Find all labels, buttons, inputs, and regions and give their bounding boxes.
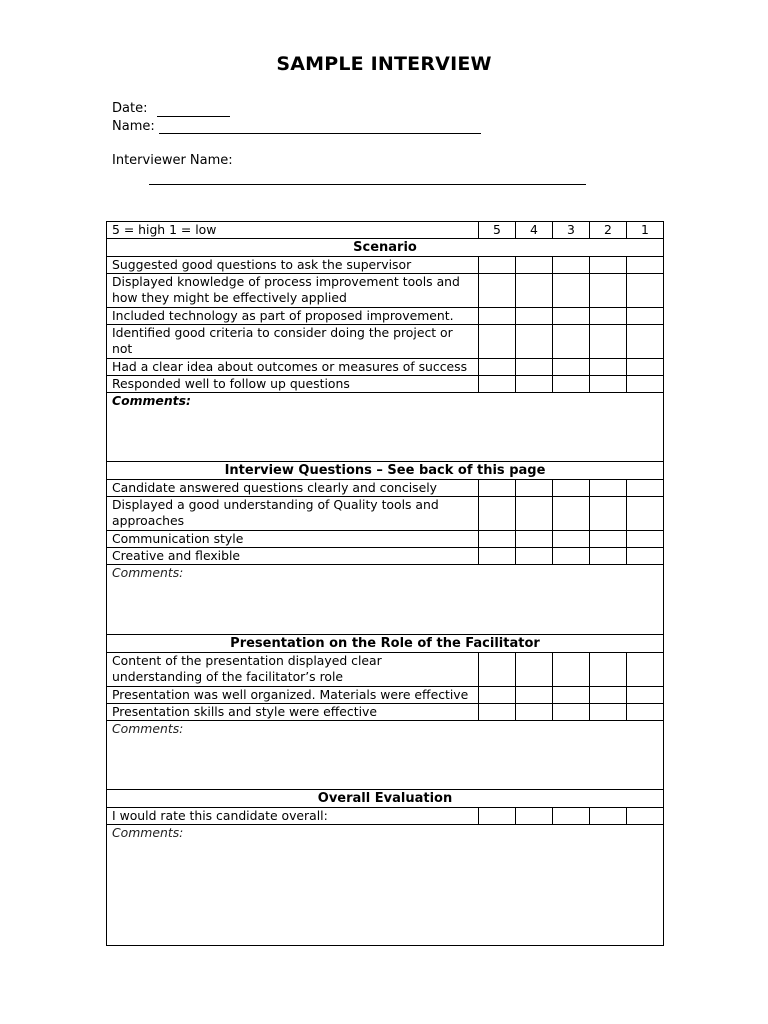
score-box-5[interactable] [479, 274, 516, 308]
interviewer-blank-line[interactable] [149, 184, 586, 185]
score-box-5[interactable] [479, 480, 516, 497]
section-heading-overall-evaluation: Overall Evaluation [107, 790, 664, 808]
section-heading-presentation: Presentation on the Role of the Facilitator [107, 635, 664, 653]
score-box-1[interactable] [627, 274, 664, 308]
table-row [107, 687, 664, 704]
score-box-4[interactable] [516, 653, 553, 687]
score-header-4: 4 [516, 222, 553, 239]
score-box-2[interactable] [590, 687, 627, 704]
score-box-4[interactable] [516, 531, 553, 548]
criterion-label: Content of the presentation displayed clear understanding of the facilitator’s role [107, 653, 479, 687]
criterion-label: Creative and flexible [107, 548, 479, 565]
score-header-1: 1 [627, 222, 664, 239]
score-box-4[interactable] [516, 808, 553, 825]
criterion-label: Had a clear idea about outcomes or measures of success [107, 359, 479, 376]
score-box-1[interactable] [627, 480, 664, 497]
comments-label: Comments: [112, 721, 184, 736]
score-box-2[interactable] [590, 359, 627, 376]
comments-row [107, 825, 664, 946]
score-box-3[interactable] [553, 531, 590, 548]
score-header-3: 3 [553, 222, 590, 239]
score-box-4[interactable] [516, 687, 553, 704]
score-box-2[interactable] [590, 257, 627, 274]
comments-row [107, 393, 664, 462]
score-box-4[interactable] [516, 497, 553, 531]
score-box-1[interactable] [627, 704, 664, 721]
table-row [107, 653, 664, 687]
score-box-3[interactable] [553, 376, 590, 393]
score-box-1[interactable] [627, 308, 664, 325]
score-box-3[interactable] [553, 359, 590, 376]
table-row [107, 704, 664, 721]
score-box-5[interactable] [479, 308, 516, 325]
score-box-4[interactable] [516, 548, 553, 565]
section-heading-scenario: Scenario [107, 239, 664, 257]
score-box-5[interactable] [479, 704, 516, 721]
score-box-1[interactable] [627, 325, 664, 359]
table-row [107, 376, 664, 393]
score-box-1[interactable] [627, 531, 664, 548]
score-box-1[interactable] [627, 548, 664, 565]
table-row [107, 359, 664, 376]
score-box-5[interactable] [479, 376, 516, 393]
score-box-1[interactable] [627, 808, 664, 825]
criterion-label: Responded well to follow up questions [107, 376, 479, 393]
comments-row [107, 565, 664, 635]
score-box-1[interactable] [627, 376, 664, 393]
section-heading-row [107, 239, 664, 257]
criterion-label: Communication style [107, 531, 479, 548]
score-box-3[interactable] [553, 808, 590, 825]
score-box-3[interactable] [553, 257, 590, 274]
table-row [107, 808, 664, 825]
comments-box-interview-questions[interactable] [107, 565, 664, 635]
score-box-2[interactable] [590, 480, 627, 497]
score-box-2[interactable] [590, 653, 627, 687]
score-box-3[interactable] [553, 274, 590, 308]
evaluation-table [106, 221, 664, 946]
score-box-5[interactable] [479, 359, 516, 376]
section-heading-row [107, 790, 664, 808]
score-box-5[interactable] [479, 497, 516, 531]
score-box-1[interactable] [627, 359, 664, 376]
criterion-label: Suggested good questions to ask the supervisor [107, 257, 479, 274]
score-box-1[interactable] [627, 497, 664, 531]
table-row [107, 531, 664, 548]
score-box-2[interactable] [590, 808, 627, 825]
table-row [107, 480, 664, 497]
score-box-2[interactable] [590, 531, 627, 548]
score-box-1[interactable] [627, 257, 664, 274]
score-box-5[interactable] [479, 548, 516, 565]
section-heading-row [107, 462, 664, 480]
score-box-2[interactable] [590, 497, 627, 531]
score-box-3[interactable] [553, 653, 590, 687]
date-blank-line[interactable] [157, 116, 230, 117]
table-row [107, 274, 664, 308]
table-row [107, 548, 664, 565]
criterion-label: I would rate this candidate overall: [107, 808, 479, 825]
scale-label: 5 = high 1 = low [107, 222, 479, 239]
score-box-3[interactable] [553, 480, 590, 497]
name-label: Name: [112, 119, 155, 134]
score-box-4[interactable] [516, 274, 553, 308]
criterion-label: Presentation skills and style were effective [107, 704, 479, 721]
score-box-4[interactable] [516, 308, 553, 325]
criterion-label: Displayed knowledge of process improvement tools and how they might be effectively applied [107, 274, 479, 308]
score-box-1[interactable] [627, 687, 664, 704]
score-box-1[interactable] [627, 653, 664, 687]
score-box-5[interactable] [479, 687, 516, 704]
comments-row [107, 721, 664, 790]
score-box-3[interactable] [553, 687, 590, 704]
score-box-5[interactable] [479, 325, 516, 359]
score-box-2[interactable] [590, 548, 627, 565]
score-box-5[interactable] [479, 653, 516, 687]
criterion-label: Displayed a good understanding of Quality tools and approaches [107, 497, 479, 531]
criterion-label: Candidate answered questions clearly and concisely [107, 480, 479, 497]
table-row [107, 325, 664, 359]
score-box-3[interactable] [553, 308, 590, 325]
document-title: SAMPLE INTERVIEW [276, 53, 492, 75]
comments-label: Comments: [112, 393, 191, 408]
score-box-3[interactable] [553, 704, 590, 721]
table-row [107, 308, 664, 325]
score-box-4[interactable] [516, 480, 553, 497]
score-box-3[interactable] [553, 548, 590, 565]
section-heading-interview-questions: Interview Questions – See back of this page [107, 462, 664, 480]
criterion-label: Included technology as part of proposed improvement. [107, 308, 479, 325]
score-box-5[interactable] [479, 257, 516, 274]
comments-box-presentation[interactable] [107, 721, 664, 790]
score-box-2[interactable] [590, 704, 627, 721]
comments-box-overall[interactable] [107, 825, 664, 946]
score-box-4[interactable] [516, 704, 553, 721]
date-label: Date: [112, 101, 148, 116]
score-box-2[interactable] [590, 308, 627, 325]
name-field [112, 119, 155, 135]
comments-label: Comments: [112, 825, 184, 840]
score-box-4[interactable] [516, 257, 553, 274]
date-field [112, 101, 147, 117]
score-header-2: 2 [590, 222, 627, 239]
score-box-4[interactable] [516, 376, 553, 393]
score-box-5[interactable] [479, 531, 516, 548]
name-blank-line[interactable] [159, 133, 481, 134]
score-header-row [107, 222, 664, 239]
section-heading-row [107, 635, 664, 653]
table-row [107, 257, 664, 274]
criterion-label: Identified good criteria to consider doing the project or not [107, 325, 479, 359]
comments-box-scenario[interactable] [107, 393, 664, 462]
score-box-4[interactable] [516, 359, 553, 376]
score-box-3[interactable] [553, 325, 590, 359]
score-header-5: 5 [479, 222, 516, 239]
score-box-4[interactable] [516, 325, 553, 359]
interviewer-label: Interviewer Name: [112, 153, 233, 168]
criterion-label: Presentation was well organized. Materials were effective [107, 687, 479, 704]
score-box-3[interactable] [553, 497, 590, 531]
score-box-5[interactable] [479, 808, 516, 825]
score-box-2[interactable] [590, 376, 627, 393]
score-box-2[interactable] [590, 325, 627, 359]
score-box-2[interactable] [590, 274, 627, 308]
comments-label: Comments: [112, 565, 184, 580]
table-row [107, 497, 664, 531]
interviewer-field [112, 153, 233, 169]
